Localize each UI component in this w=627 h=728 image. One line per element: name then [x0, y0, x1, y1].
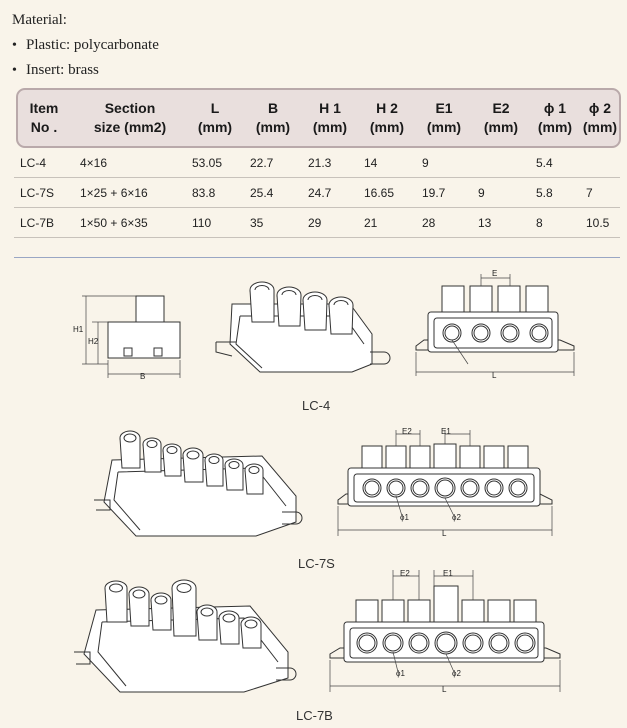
cell-section: 1×25 + 6×16 — [74, 178, 186, 208]
header-h2: H 2 (mm) — [369, 100, 405, 135]
cell-h1: 29 — [302, 208, 358, 238]
lc7b-iso-view — [74, 580, 296, 692]
cell-item: LC-7S — [14, 178, 74, 208]
cell-item: LC-4 — [14, 148, 74, 178]
header-e1: E1 (mm) — [426, 100, 462, 135]
cell-e2 — [472, 148, 530, 178]
lc4-front-view — [416, 269, 574, 380]
cell-h2: 16.65 — [358, 178, 416, 208]
header-item-no: Item No . — [29, 100, 59, 135]
lc4-side-view — [73, 296, 180, 381]
material-title: Material: — [12, 12, 67, 28]
cell-b: 35 — [244, 208, 302, 238]
lc7s-front-view — [338, 427, 552, 538]
cell-e2: 9 — [472, 178, 530, 208]
cell-phi2: 7 — [580, 178, 620, 208]
cell-h2: 21 — [358, 208, 416, 238]
header-phi1: ϕ 1 (mm) — [537, 100, 573, 135]
dim-label-e1: E1 — [443, 569, 453, 578]
cell-e1: 28 — [416, 208, 472, 238]
table-row — [14, 178, 620, 208]
cell-b: 22.7 — [244, 148, 302, 178]
cell-e2: 13 — [472, 208, 530, 238]
lc4-iso-view — [216, 282, 390, 372]
dim-label-l: L — [442, 529, 447, 538]
header-section-size: Section size (mm2) — [93, 100, 167, 135]
dim-label-l: L — [442, 685, 447, 694]
table-row — [14, 208, 620, 238]
table-row — [14, 148, 620, 178]
dim-label-phi2: ϕ2 — [452, 513, 461, 522]
lc7s-iso-view — [94, 431, 302, 536]
cell-e1: 19.7 — [416, 178, 472, 208]
cell-e1: 9 — [416, 148, 472, 178]
cell-l: 110 — [186, 208, 244, 238]
header-e2: E2 (mm) — [483, 100, 519, 135]
spec-table — [14, 88, 620, 238]
dim-label-b: B — [140, 372, 146, 381]
cell-phi2: 10.5 — [580, 208, 620, 238]
material-item-insert: • Insert: brass — [12, 58, 159, 83]
header-b: B (mm) — [255, 100, 291, 135]
dim-label-h1: H1 — [73, 325, 84, 334]
dim-label-phi1: ϕ1 — [396, 669, 405, 678]
cell-section: 1×50 + 6×35 — [74, 208, 186, 238]
bullet-icon: • — [12, 63, 17, 78]
dim-label-phi2: ϕ2 — [452, 669, 461, 678]
cell-l: 83.8 — [186, 178, 244, 208]
lc7b-front-view — [330, 569, 560, 694]
header-phi2: ϕ 2 (mm) — [582, 100, 618, 135]
dim-label-e: E — [492, 269, 498, 278]
cell-section: 4×16 — [74, 148, 186, 178]
cell-b: 25.4 — [244, 178, 302, 208]
dim-label-phi1: ϕ1 — [400, 513, 409, 522]
cell-h1: 21.3 — [302, 148, 358, 178]
cell-phi1: 5.8 — [530, 178, 580, 208]
dim-label-l: L — [492, 371, 497, 380]
caption-lc7b: LC-7B — [296, 708, 333, 723]
header-h1: H 1 (mm) — [312, 100, 348, 135]
caption-lc7s: LC-7S — [298, 556, 335, 571]
material-item-plastic: • Plastic: polycarbonate — [12, 33, 159, 58]
cell-l: 53.05 — [186, 148, 244, 178]
dim-label-e1: E1 — [441, 427, 451, 436]
cell-item: LC-7B — [14, 208, 74, 238]
cell-h1: 24.7 — [302, 178, 358, 208]
cell-phi1: 5.4 — [530, 148, 580, 178]
dim-label-e2: E2 — [400, 569, 410, 578]
material-section — [12, 8, 159, 83]
caption-lc4: LC-4 — [302, 398, 331, 413]
section-divider — [14, 257, 620, 258]
cell-h2: 14 — [358, 148, 416, 178]
technical-drawings — [0, 260, 627, 728]
cell-phi1: 8 — [530, 208, 580, 238]
cell-phi2 — [580, 148, 620, 178]
bullet-icon: • — [12, 38, 17, 53]
dim-label-e2: E2 — [402, 427, 412, 436]
header-l: L (mm) — [197, 100, 233, 135]
dim-label-h2: H2 — [88, 337, 99, 346]
table-header-row — [14, 88, 620, 148]
